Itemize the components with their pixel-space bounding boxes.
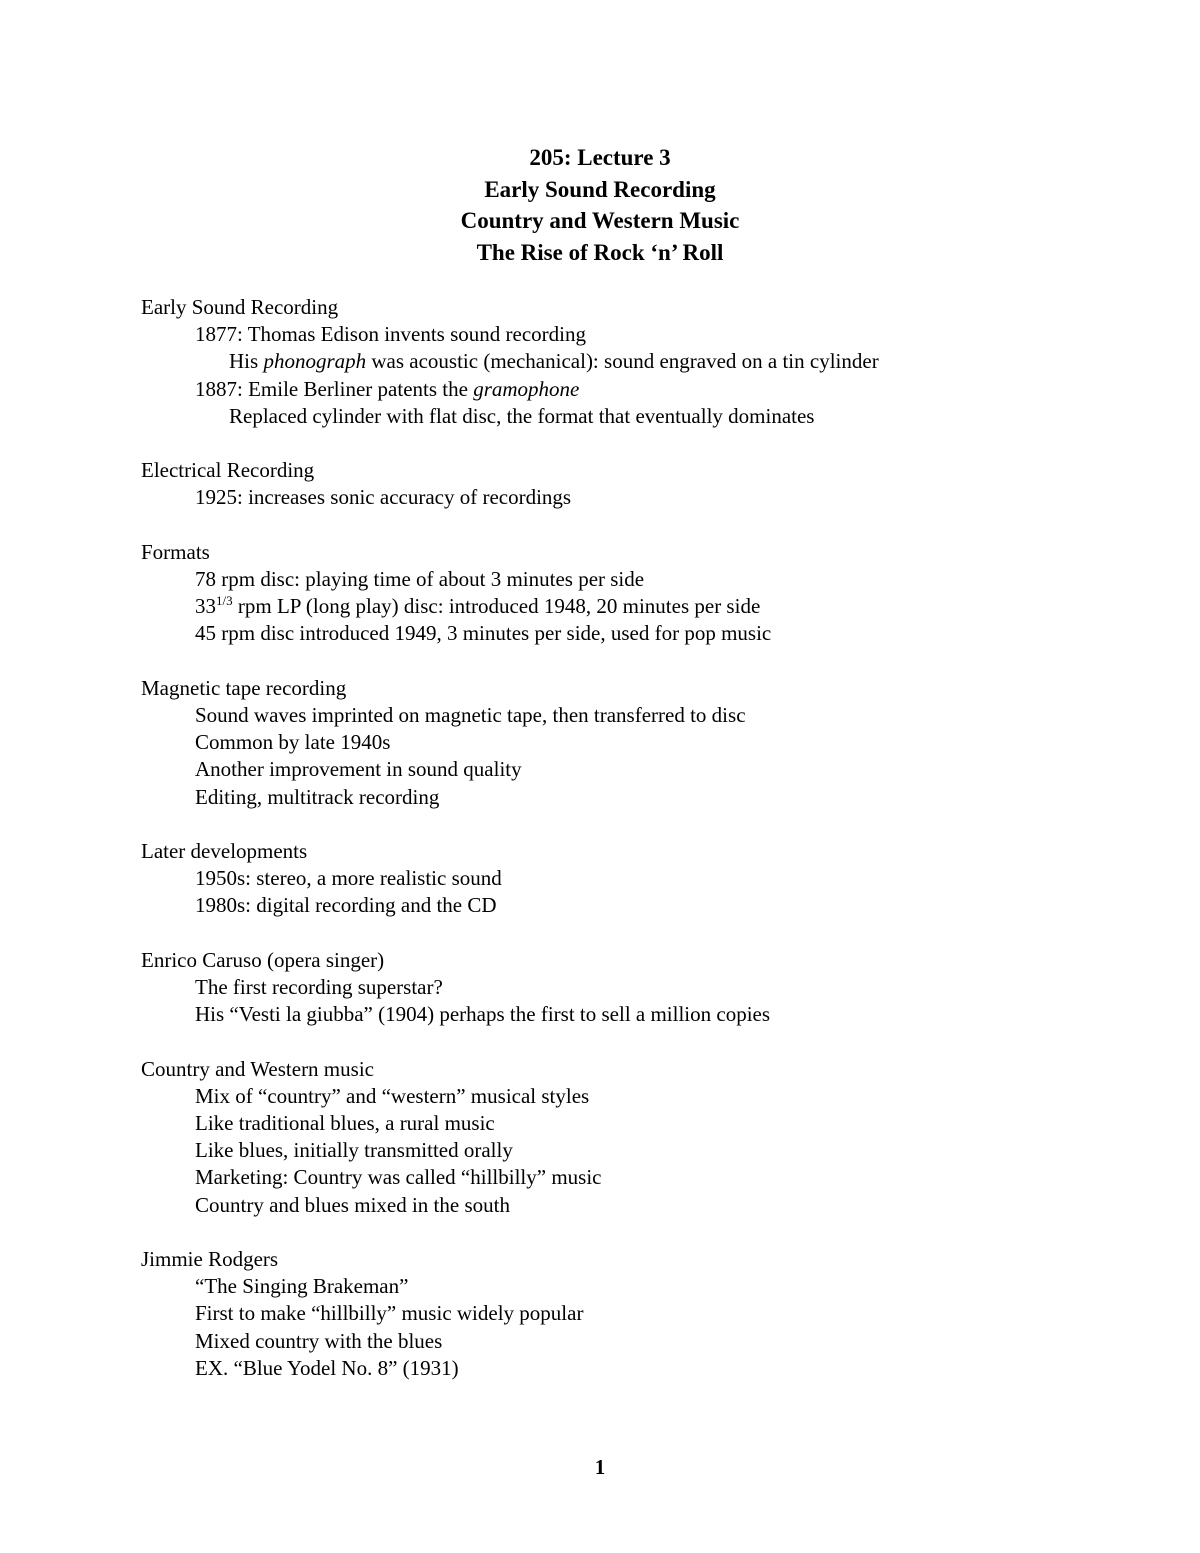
outline-item: 1980s: digital recording and the CD <box>195 893 497 918</box>
outline-item: “The Singing Brakeman” <box>195 1274 409 1299</box>
outline-item: 78 rpm disc: playing time of about 3 minutes per side <box>195 567 645 591</box>
section-heading: Country and Western music <box>141 1056 374 1081</box>
section-heading: Electrical Recording <box>141 458 315 483</box>
outline-item: Editing, multitrack recording <box>195 784 440 809</box>
section-heading: Jimmie Rodgers <box>141 1247 279 1271</box>
outline-item: Marketing: Country was called “hillbilly” music <box>195 1165 602 1190</box>
outline-item <box>141 593 1141 620</box>
outline-item: First to make “hillbilly” music widely popular <box>195 1301 584 1326</box>
superscript-fraction: 1/3 <box>216 593 233 609</box>
section-electrical-recording <box>141 457 1141 511</box>
text-run: rpm LP (long play) disc: introduced 1948, 20 minutes per side <box>232 594 761 619</box>
section-formats <box>141 539 1141 648</box>
outline-subitem: Replaced cylinder with flat disc, the format that eventually dominates <box>229 403 815 428</box>
section-heading: Later developments <box>141 839 308 863</box>
outline-item: The first recording superstar? <box>195 975 443 999</box>
outline-item: Mix of “country” and “western” musical styles <box>195 1083 590 1108</box>
section-heading: Enrico Caruso (opera singer) <box>141 947 385 972</box>
outline-item: Like blues, initially transmitted orally <box>195 1138 513 1163</box>
outline-item: Another improvement in sound quality <box>195 757 522 782</box>
section-heading: Early Sound Recording <box>141 295 339 319</box>
outline-item: Like traditional blues, a rural music <box>195 1111 495 1135</box>
outline-item <box>141 376 1141 403</box>
section-later-developments <box>141 838 1141 920</box>
lecture-number-title: 205: Lecture 3 <box>529 145 671 170</box>
lecture-outline <box>141 294 1141 1409</box>
text-run: 33 <box>195 594 216 619</box>
section-heading: Formats <box>141 539 210 564</box>
section-enrico-caruso <box>141 947 1141 1029</box>
outline-item: Common by late 1940s <box>195 730 391 755</box>
page-number: 1 <box>594 1455 606 1479</box>
outline-subitem <box>141 348 1141 375</box>
topic-title-3: The Rise of Rock ‘n’ Roll <box>476 239 724 265</box>
outline-item: Sound waves imprinted on magnetic tape, then transferred to disc <box>195 703 746 727</box>
emphasis-text: phonograph <box>263 349 367 374</box>
section-heading: Magnetic tape recording <box>141 675 347 700</box>
text-run: His <box>229 349 264 374</box>
topic-title-1: Early Sound Recording <box>484 176 716 202</box>
text-run: was acoustic (mechanical): sound engraved on a tin cylinder <box>366 349 879 374</box>
section-magnetic-tape <box>141 675 1141 811</box>
outline-item: His “Vesti la giubba” (1904) perhaps the first to sell a million copies <box>195 1002 771 1027</box>
outline-item: EX. “Blue Yodel No. 8” (1931) <box>195 1355 459 1380</box>
text-run: 1887: Emile Berliner patents the <box>195 376 474 401</box>
section-country-western <box>141 1056 1141 1219</box>
outline-item: Country and blues mixed in the south <box>195 1192 510 1217</box>
emphasis-text: gramophone <box>473 376 580 401</box>
outline-item: 1925: increases sonic accuracy of recordings <box>195 485 572 510</box>
outline-item: 1877: Thomas Edison invents sound recording <box>195 322 586 347</box>
title-block <box>0 142 1200 268</box>
outline-item: 45 rpm disc introduced 1949, 3 minutes per side, used for pop music <box>195 621 772 646</box>
section-early-sound-recording <box>141 294 1141 430</box>
section-jimmie-rodgers <box>141 1246 1141 1382</box>
outline-item: Mixed country with the blues <box>195 1328 443 1353</box>
outline-item: 1950s: stereo, a more realistic sound <box>195 866 502 891</box>
topic-title-2: Country and Western Music <box>460 208 740 233</box>
